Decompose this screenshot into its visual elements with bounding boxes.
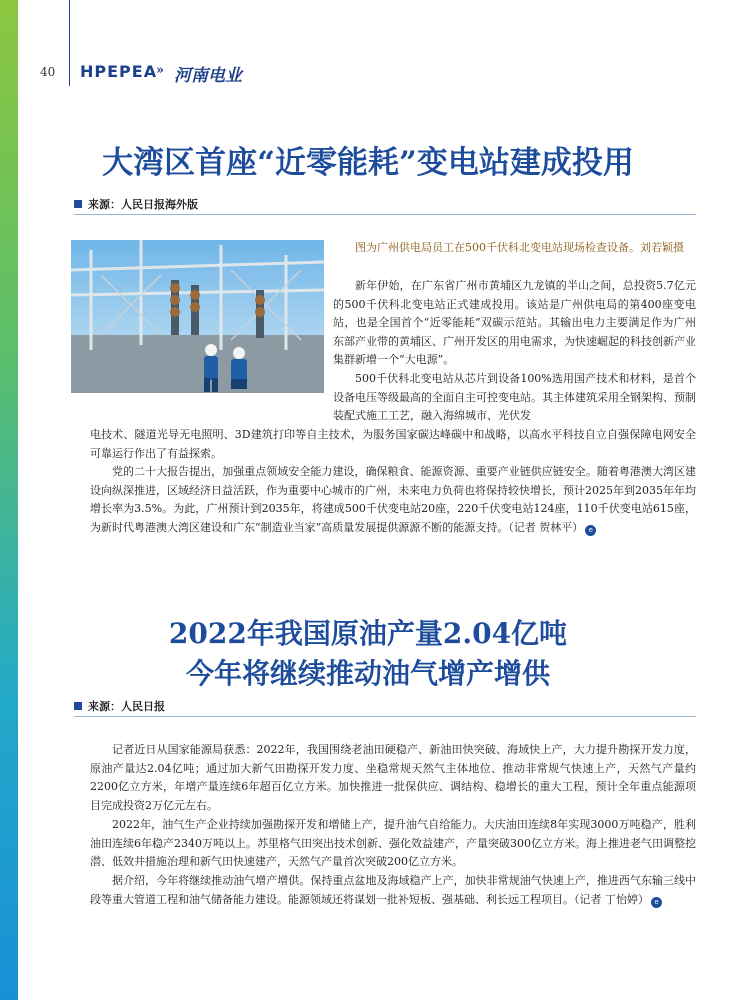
article1-paragraph-2a: 500千伏科北变电站从芯片到设备100%选用国产技术和材料，是首个设备电压等级最高的全面自主可控变电站。其主体建筑采用全钢架构、预制装配式施工工艺，融入海绵城市、光伏发 bbox=[333, 372, 696, 423]
source-square-icon bbox=[74, 200, 82, 208]
article2-source-bar bbox=[74, 697, 696, 717]
article1-source-bar bbox=[74, 195, 696, 215]
article1-paragraph-1: 新年伊始，在广东省广州市黄埔区九龙镇的半山之间，总投资5.7亿元的500千伏科北变电站正式建成投用。该站是广州供电局的第400座变电站，也是全国首个“近零能耗”双碳示范站。其输出电力主要满足作为广州东部产业带的黄埔区、广州开发区的用电需求，为快速崛起的科技创新产业集群新增一个“大电源”。 bbox=[333, 279, 696, 367]
article2-paragraph-3-text: 据介绍，今年将继续推动油气增产增供。保持重点盆地及海域稳产上产，加快非常规油气快速上产，推进西气东输三线中段等重大管道工程和油气储备能力建设。能源领域还将谋划一批补短板、强基础、利长远工程项目。（记者 丁怡婷） bbox=[90, 874, 696, 906]
article2-paragraph-3 bbox=[90, 872, 696, 909]
brand-name: 河南电业 bbox=[174, 66, 242, 86]
article1-paragraph-3-text: 党的二十大报告提出，加强重点领域安全能力建设，确保粮食、能源资源、重要产业链供应链安全。随着粤港澳大湾区建设向纵深推进，区域经济日益活跃，作为重要中心城市的广州，未来电力负荷也将保持较快增长，预计2025年到2035年年均增长率为3.5%。为此，广州预计到2035年，将建成500千伏变电站20座，220千伏变电站124座，110千伏变电站615座，为新时代粤港澳大湾区建设和广东“制造业当家”高质量发展提供源源不断的能源支持。（记者 贺林平） bbox=[90, 465, 696, 534]
article1-paragraph-2b: 电技术、隧道光导无电照明、3D建筑打印等自主技术，为服务国家碳达峰碳中和战略，以高水平科技自立自强保障电网安全可靠运行作出了有益探索。 bbox=[90, 428, 696, 460]
article2-source: 来源：人民日报 bbox=[88, 700, 165, 713]
substation-photo-illustration bbox=[71, 240, 324, 393]
article2-title-line1: 2022年我国原油产量2.04亿吨 bbox=[168, 617, 568, 650]
end-mark-icon: e bbox=[585, 525, 596, 536]
article1-paragraph-3 bbox=[90, 463, 696, 537]
article1-title: 大湾区首座“近零能耗”变电站建成投用 bbox=[102, 145, 634, 181]
end-mark-icon: e bbox=[651, 897, 662, 908]
source-square-icon bbox=[74, 702, 82, 710]
article2-paragraph-1: 记者近日从国家能源局获悉：2022年，我国围绕老油田硬稳产、新油田快突破、海域快上产，大力提升勘探开发力度，原油产量达2.04亿吨；通过加大新气田勘探开发力度、坐稳常规天然气主体地位、推动非常规气快速上产，天然气产量约2200亿立方米，年增产量连续6年超百亿立方米。加快推进一批保供应、调结构、稳增长的重大工程，预计全年重点能源项目完成投资2万亿元左右。 bbox=[90, 743, 696, 812]
article2-title-line2: 今年将继续推动油气增产增供 bbox=[185, 657, 550, 690]
brand-logo-latin: HPEPEA bbox=[80, 62, 158, 81]
header-divider bbox=[69, 0, 70, 86]
page-number: 40 bbox=[40, 65, 56, 79]
article1-source: 来源：人民日报海外版 bbox=[88, 198, 198, 211]
brand-arrow-icon: » bbox=[156, 63, 165, 78]
article2-paragraph-2: 2022年，油气生产企业持续加强勘探开发和增储上产，提升油气自给能力。大庆油田连续8年实现3000万吨稳产，胜利油田连续6年稳产2340万吨以上。苏里格气田突出技术创新、强化效益建产，产量突破300亿立方米。海上推进老气田调整挖潜、低效井措施治理和新气田快速建产，天然气产量首次突破200亿立方米。 bbox=[90, 818, 696, 869]
photo-caption: 图为广州供电局员工在500千伏科北变电站现场检查设备。刘若颖摄 bbox=[355, 241, 684, 254]
substation-photo bbox=[71, 240, 324, 393]
